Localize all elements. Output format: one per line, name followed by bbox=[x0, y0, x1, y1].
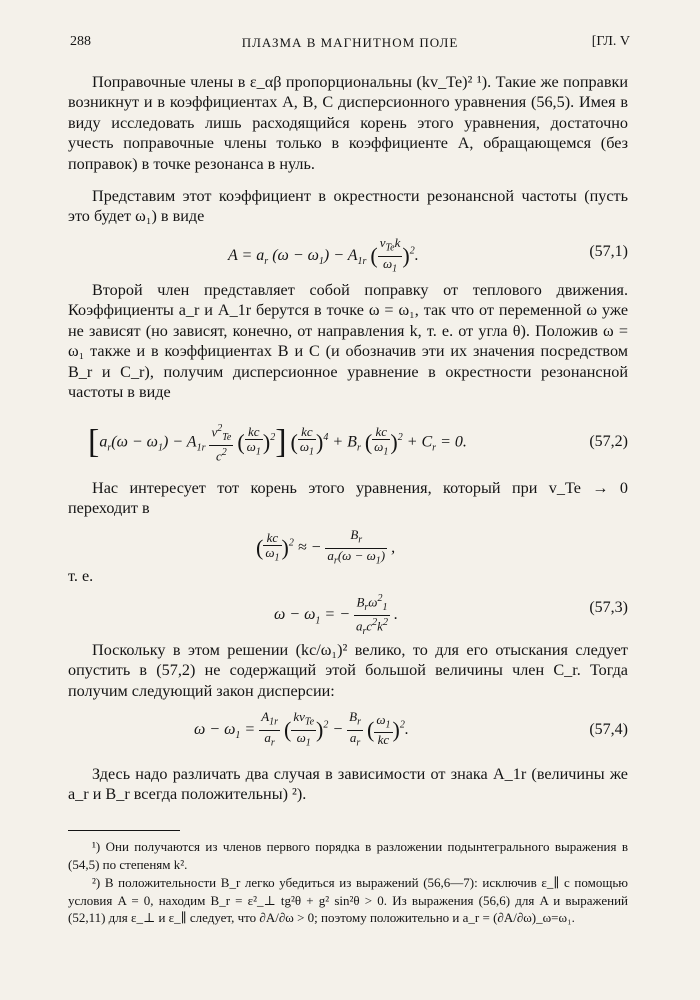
equation-number: (57,3) bbox=[589, 599, 628, 616]
footnote-2: ²) В положительности B_r легко убедиться из выражений (56,6—7): исключив ε_∥ с помощью условия A = 0, находим B_r = ε²_⊥ tg²θ + g² sin²θ > 0. Из выражения (56,6) для A и выражений (52,11) для ε_⊥ и ε_∥ следует, что ∂A/∂ω > 0; поэтому положительно и a_r = (∂A/∂ω)_ω=ω₁. bbox=[68, 875, 628, 925]
equation-number: (57,1) bbox=[589, 243, 628, 260]
equation-limit-formula: ( $\frac{kc}{\omega_1}$ )$^2$ ≈ − $\frac{B_r}{a_r(\omega - \omega_1)}$ , bbox=[256, 527, 396, 567]
footnote-rule bbox=[68, 830, 180, 831]
paragraph-6: Поскольку в этом решении (kc/ω₁)² велико, то для его отыскания следует опустить в (57,2) не содержащий этой большой величины член C_r. Тогда получим следующий закон дисперсии: bbox=[68, 641, 628, 700]
equation-57-4-formula: $\omega - \omega_1$ = $\frac{A_{1r}}{a_r}$ ( $\frac{kv_{Te}}{\omega_1}$ )$^2$ − $\frac{B_r}{a_r}$ ( $\frac{\omega_1}{kc}$ )$^2$. bbox=[194, 709, 409, 749]
page-number: 288 bbox=[70, 34, 91, 49]
paragraph-3: Второй член представляет собой поправку от теплового движения. Коэффициенты a_r и A_1r берутся в точке ω = ω₁, так что от переменной ω уже не зависят (но зависят, конечно, от направления k, т. е. от угла θ). Положив ω = ω₁ также и в коэффициентах B и C (и обозначив эти их значения посредством B_r и C_r), получим дисперсионное уравнение в окрестности резонансной частоты в виде bbox=[68, 281, 628, 402]
equation-57-3 bbox=[68, 586, 628, 637]
running-header bbox=[70, 34, 630, 54]
chapter-label: [ГЛ. V bbox=[591, 34, 630, 49]
paragraph-4: Нас интересует тот корень этого уравнения, который при v_Te → 0 переходит в bbox=[68, 479, 628, 518]
paragraph-2: Представим этот коэффициент в окрестности резонансной частоты (пусть это будет ω₁) в виде bbox=[68, 187, 628, 226]
equation-57-2-formula: [$a_r(\omega - \omega_1) - A_{1r}$ $\frac{v^2_{Te}}{c^2}$ ( $\frac{kc}{\omega_1}$ )$^2$] ( $\frac{kc}{\omega_1}$ )$^4 + B_r$ ( $\frac{kc}{\omega_1}$ )$^2 + C_r = 0$. bbox=[88, 423, 467, 464]
equation-57-2 bbox=[68, 420, 628, 464]
text-te: т. е. bbox=[68, 567, 94, 585]
equation-number: (57,2) bbox=[589, 433, 628, 450]
paragraph-7: Здесь надо различать два случая в зависимости от знака A_1r (величины же a_r и B_r всегда положительны) ²). bbox=[68, 765, 628, 804]
running-title: ПЛАЗМА В МАГНИТНОМ ПОЛЕ bbox=[241, 35, 459, 50]
equation-limit bbox=[68, 524, 628, 567]
equation-number: (57,4) bbox=[589, 721, 628, 738]
paragraph-1: Поправочные члены в ε_αβ пропорциональны (kv_Te)² ¹). Такие же поправки возникнут и в коэффициентах A, B, C дисперсионного уравнения (56,5). Имея в виду исследовать лишь расходящийся корень этого уравнения, достаточно учесть поправочные члены только в коэффициенте A, обращающемся (без поправок) в точке резонанса в нуль. bbox=[68, 73, 628, 173]
equation-57-1 bbox=[68, 232, 628, 275]
footnote-1: ¹) Они получаются из членов первого порядка в разложении подынтегрального выражения в (54,5) по степеням k². bbox=[68, 839, 628, 872]
equation-57-4 bbox=[68, 708, 628, 752]
equation-57-1-formula: $A = a_r$ $(\omega - \omega_1) - A_{1r}$ ( $\frac{v_{Te}k}{\omega_1}$ )$^2$. bbox=[228, 235, 419, 275]
equation-57-3-formula: $\omega - \omega_1$ = − $\frac{B_r\omega^2_1}{a_rc^2k^2}$ . bbox=[274, 593, 398, 637]
